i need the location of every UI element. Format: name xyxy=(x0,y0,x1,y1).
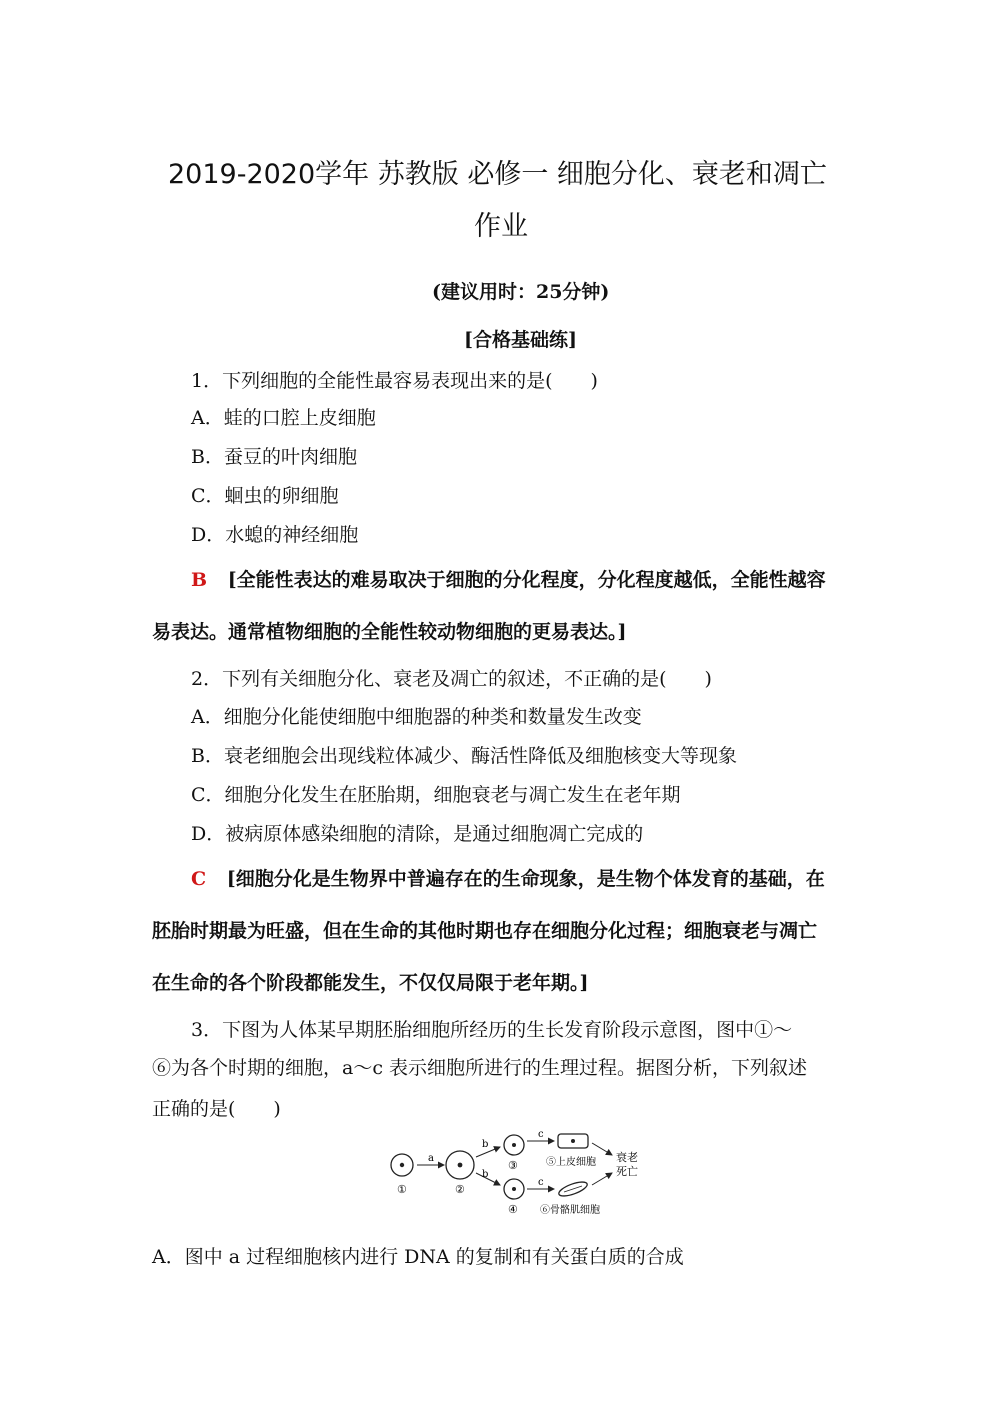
question-1-explanation-line1: [全能性表达的难易取决于细胞的分化程度，分化程度越低，全能性越容 xyxy=(227,569,826,591)
cell-4-label: ④ xyxy=(508,1203,518,1216)
arrow-b-top-label: b xyxy=(482,1139,489,1150)
cell-1-nucleus xyxy=(400,1163,404,1167)
cell-2-label: ② xyxy=(455,1183,465,1196)
question-3-stem-line1: 3．下图为人体某早期胚胎细胞所经历的生长发育阶段示意图，图中①～ xyxy=(191,1019,793,1041)
question-1-option-a: A．蛙的口腔上皮细胞 xyxy=(191,407,376,429)
arrow-aging-bottom xyxy=(592,1173,612,1185)
cell-1-label: ① xyxy=(397,1183,407,1196)
question-2-option-d: D．被病原体感染细胞的清除，是通过细胞凋亡完成的 xyxy=(191,823,644,845)
question-3-stem-line3 xyxy=(152,1094,281,1121)
section-heading: [合格基础练] xyxy=(464,329,577,351)
skeletal-muscle-cell-label: ⑥骨骼肌细胞 xyxy=(540,1205,600,1216)
question-2-stem xyxy=(191,664,712,691)
question-2-close: ) xyxy=(704,668,712,690)
question-3-stem-line2: ⑥为各个时期的细胞，a～c 表示细胞所进行的生理过程。据图分析，下列叙述 xyxy=(152,1057,808,1079)
arrow-c-top-label: c xyxy=(538,1129,544,1140)
page-title: 2019-2020学年 苏教版 必修一 细胞分化、衰老和凋亡 xyxy=(168,159,827,190)
cell-3-nucleus xyxy=(512,1143,516,1147)
question-1-stem xyxy=(191,366,598,393)
cell-4-nucleus xyxy=(512,1187,516,1191)
question-2-option-b: B．衰老细胞会出现线粒体减少、酶活性降低及细胞核变大等现象 xyxy=(191,745,737,767)
question-2-answer-letter: C xyxy=(191,868,207,890)
cell-2-nucleus xyxy=(458,1163,463,1168)
arrow-b-bottom-label: b xyxy=(482,1169,489,1180)
arrow-c-bottom-label: c xyxy=(538,1177,544,1188)
question-2-option-c: C．细胞分化发生在胚胎期，细胞衰老与凋亡发生在老年期 xyxy=(191,784,681,806)
question-3-option-a: A．图中 a 过程细胞核内进行 DNA 的复制和有关蛋白质的合成 xyxy=(152,1246,684,1268)
epithelial-cell-nucleus xyxy=(571,1139,575,1143)
cell-3-label: ③ xyxy=(508,1159,518,1172)
death-label: 死亡 xyxy=(616,1165,638,1178)
question-1-text: 1．下列细胞的全能性最容易表现出来的是( xyxy=(191,370,553,392)
epithelial-cell-label: ⑤上皮细胞 xyxy=(546,1157,596,1168)
question-1-close: ) xyxy=(590,370,598,392)
question-1-explanation-line2: 易表达。通常植物细胞的全能性较动物细胞的更易表达。] xyxy=(152,621,627,643)
question-2-explanation-line1: [细胞分化是生物界中普遍存在的生命现象，是生物个体发育的基础，在 xyxy=(226,868,825,890)
aging-label: 衰老 xyxy=(616,1151,638,1164)
question-1-option-b: B．蚕豆的叶肉细胞 xyxy=(191,446,357,468)
suggested-time: (建议用时：25分钟) xyxy=(432,281,610,303)
question-3-text: 正确的是( xyxy=(152,1098,236,1120)
question-2-answer xyxy=(191,864,825,891)
question-1-option-d: D．水螅的神经细胞 xyxy=(191,524,359,546)
arrow-a-label: a xyxy=(428,1153,434,1164)
question-2-option-a: A．细胞分化能使细胞中细胞器的种类和数量发生改变 xyxy=(191,706,642,728)
question-2-explanation-line3: 在生命的各个阶段都能发生，不仅仅局限于老年期。] xyxy=(152,972,589,994)
question-3-close: ) xyxy=(273,1098,281,1120)
question-1-answer xyxy=(191,565,826,592)
question-1-answer-letter: B xyxy=(191,569,208,591)
page-title-line2: 作业 xyxy=(474,211,528,242)
arrow-aging-top xyxy=(592,1143,612,1155)
question-2-explanation-line2: 胚胎时期最为旺盛，但在生命的其他时期也存在细胞分化过程；细胞衰老与凋亡 xyxy=(152,920,818,942)
cell-development-diagram xyxy=(380,1125,660,1220)
question-2-text: 2．下列有关细胞分化、衰老及凋亡的叙述，不正确的是( xyxy=(191,668,667,690)
question-1-option-c: C．蛔虫的卵细胞 xyxy=(191,485,339,507)
